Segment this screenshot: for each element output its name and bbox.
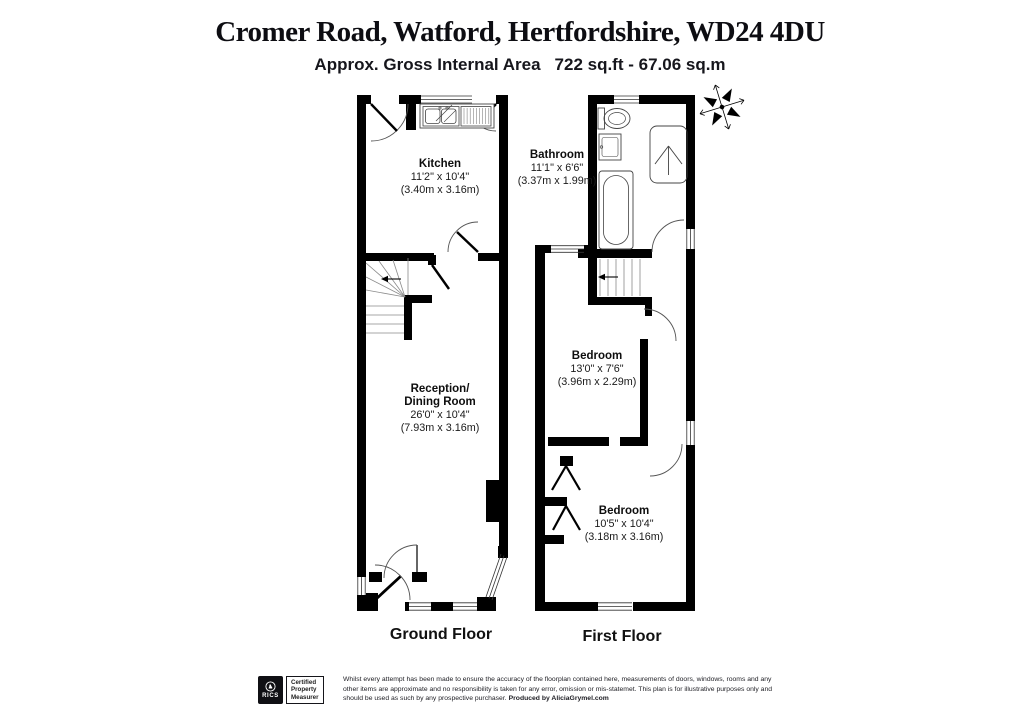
rics-text: RICS <box>262 693 279 700</box>
rics-logo <box>258 676 283 704</box>
disclaimer-text: Whilst every attempt has been made to ensure the accuracy of the floorplan contained here, measurements of doors, windows, rooms and any other items are approximate and no responsibility is taken for any error, omission or mis-statemet. This plan is for illustrative purposes only and should be used as such by any prospective purchaser. Produced by AliciaGrymel.com <box>343 676 773 703</box>
first-floor-staircase <box>598 259 640 296</box>
wash-basin <box>599 134 621 160</box>
compass-rose-icon <box>694 79 751 136</box>
reception-label: Reception/ Dining Room 26'0" x 10'4" (7.93m x 3.16m) <box>400 383 480 434</box>
stairs-direction-arrow <box>598 274 605 280</box>
first-floor-label: First Floor <box>582 628 662 645</box>
area-value: 722 sq.ft - 67.06 sq.m <box>554 55 726 74</box>
bedroom-middle-label: Bedroom 13'0" x 7'6" (3.96m x 2.29m) <box>557 350 637 388</box>
ground-floor-label: Ground Floor <box>389 626 493 643</box>
kitchen-sink-unit <box>420 104 494 128</box>
produced-by: Produced by AliciaGrymel.com <box>508 695 609 703</box>
bathtub <box>599 171 633 249</box>
bathroom-fixtures <box>598 108 687 249</box>
shower <box>650 126 687 183</box>
kitchen-label: Kitchen 11'2" x 10'4" (3.40m x 3.16m) <box>400 158 480 196</box>
bathroom-label: Bathroom 11'1" x 6'6" (3.37m x 1.99m) <box>517 149 597 187</box>
certified-property-measurer-badge: Certified Property Measurer <box>286 676 324 704</box>
area-label: Approx. Gross Internal Area <box>314 55 541 74</box>
rics-certification <box>258 676 324 704</box>
ground-floor-staircase <box>366 258 408 333</box>
toilet <box>598 108 630 129</box>
rics-lion-icon <box>265 681 276 692</box>
page-title: Cromer Road, Watford, Hertfordshire, WD24 4DU <box>215 16 825 48</box>
bedroom-front-label: Bedroom 10'5" x 10'4" (3.18m x 3.16m) <box>584 505 664 543</box>
